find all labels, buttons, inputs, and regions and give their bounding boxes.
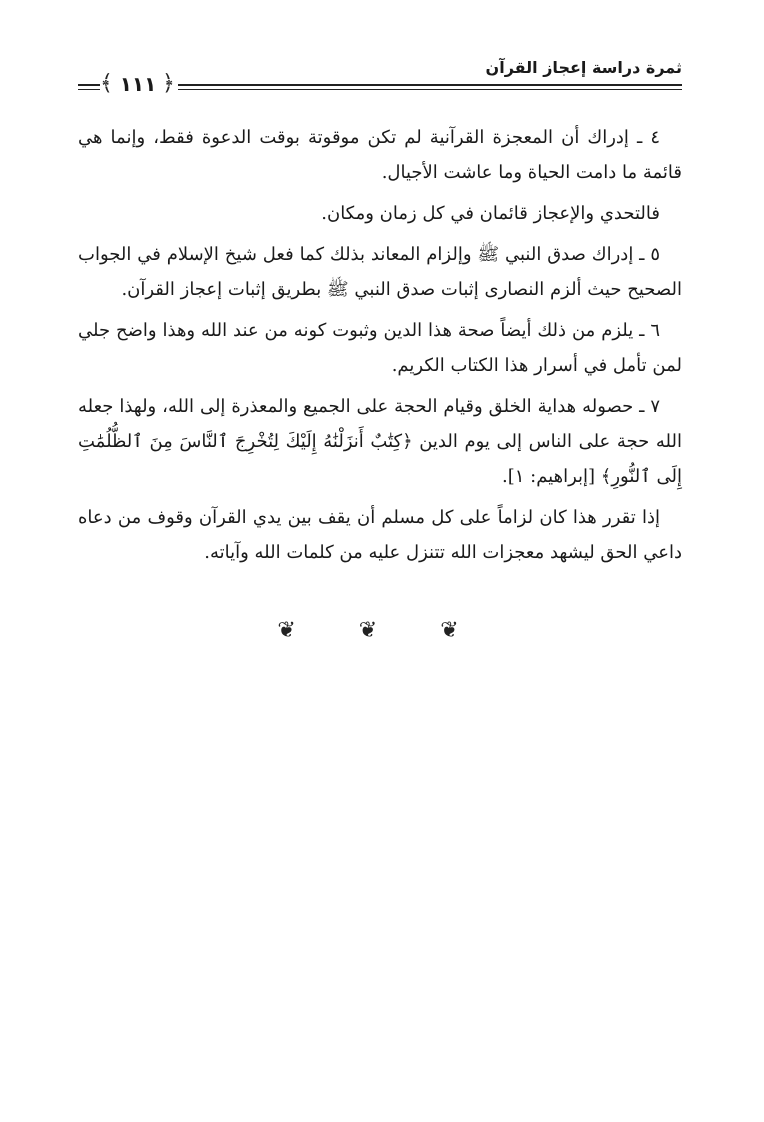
floral-ornament-icon: ❦ [440,618,487,643]
section-end-ornaments [0,618,764,643]
page-number-bracket-icon: ﴾ [100,71,113,96]
header-dash [78,84,100,86]
paragraph-conclusion: فالتحدي والإعجاز قائمان في كل زمان ومكان. [321,203,660,224]
header-rule-thin [178,89,682,90]
running-title: ثمرة دراسة إعجاز القرآن [485,58,682,77]
header-rule [178,84,682,86]
page-number-bracket-icon: ﴿ [162,71,175,96]
paragraph-final: إذا تقرر هذا كان لزاماً على كل مسلم أن يقف بين يدي القرآن وقوف من دعاه داعي الحق ليشهد معجزات الله تتنزل عليه من كلمات الله وآياته. [78,507,682,563]
paragraph-item-7: ٧ ـ حصوله هداية الخلق وقيام الحجة على الجميع والمعذرة إلى الله، ولهذا جعله الله حجة على الناس إلى يوم الدين ﴿كِتَٰبٌ أَنزَلْنَٰهُ إِلَيْكَ لِتُخْرِجَ ٱلنَّاسَ مِنَ ٱلظُّلُمَٰتِ إِلَى ٱلنُّورِ﴾ [إبراهيم: ١]. [78,396,682,487]
header-dash-thin [78,89,100,90]
floral-ornament-icon: ❦ [358,618,406,643]
paragraph-item-6: ٦ ـ يلزم من ذلك أيضاً صحة هذا الدين وثبوت كونه من عند الله وهذا واضح جلي لمن تأمل في أسرار هذا الكتاب الكريم. [78,320,682,376]
paragraph-item-4: ٤ ـ إدراك أن المعجزة القرآنية لم تكن موقوتة بوقت الدعوة فقط، وإنما هي قائمة ما دامت الحياة وما عاشت الأجيال. [78,127,682,183]
page-number: ١١١ [102,70,174,98]
page-header [78,58,682,98]
page-body [78,120,682,576]
paragraph-item-5: ٥ ـ إدراك صدق النبي ﷺ وإلزام المعاند بذلك كما فعل شيخ الإسلام في الجواب الصحيح حيث ألزم النصارى إثبات صدق النبي ﷺ بطريق إثبات إعجاز القرآن. [78,244,682,300]
floral-ornament-icon: ❦ [277,618,324,643]
